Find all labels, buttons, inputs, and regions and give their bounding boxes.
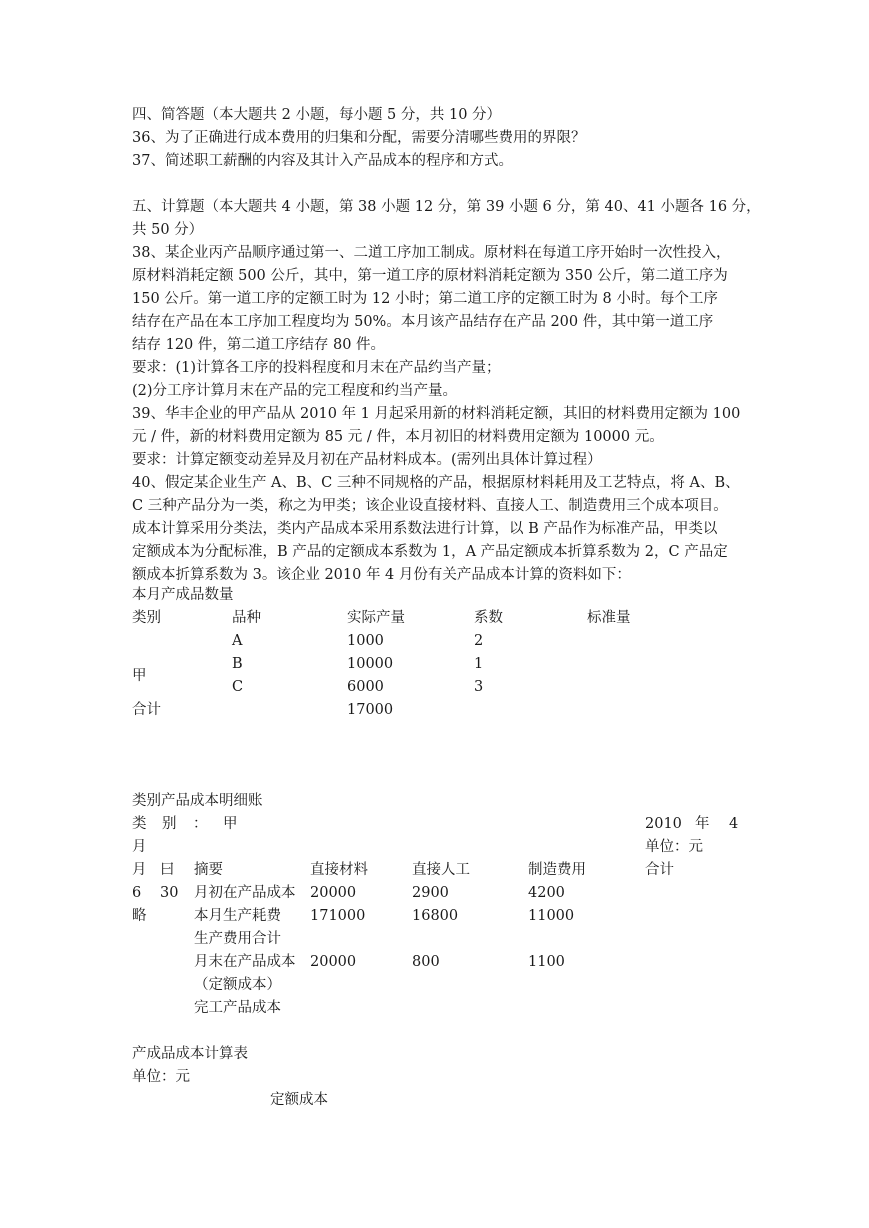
cost-calc-table-title: 产成品成本计算表 <box>132 1046 248 1062</box>
output-row-a-coefficient: 2 <box>474 633 484 649</box>
question-40-line-2: C 三种产品分为一类，称之为甲类；该企业设直接材料、直接人工、制造费用三个成本项目。 <box>132 498 728 514</box>
ledger-category-colon: ： <box>193 816 208 832</box>
ledger-row-4-summary: 月末在产品成本 <box>194 954 296 970</box>
ledger-row-3-summary: 生产费用合计 <box>194 931 281 947</box>
ledger-row-2-month: 略 <box>132 908 147 924</box>
output-row-c-variety: C <box>232 679 244 695</box>
question-40-line-4: 定额成本为分配标准，B 产品的定额成本系数为 1，A 产品定额成本折算系数为 2，C 产品定 <box>132 544 728 560</box>
output-row-c-actual: 6000 <box>347 679 384 695</box>
ledger-row-2-labor: 16800 <box>412 908 459 924</box>
section-5-heading-cont: 共 50 分） <box>132 222 204 238</box>
ledger-row-2-material: 171000 <box>310 908 366 924</box>
ledger-header-day: 曰 <box>160 862 175 878</box>
output-header-variety: 品种 <box>232 610 261 626</box>
output-header-standard: 标准量 <box>587 610 631 626</box>
question-39-req: 要求：计算定额变动差异及月初在产品材料成本。(需列出具体计算过程） <box>132 452 602 468</box>
ledger-row-2-manufacturing: 11000 <box>528 908 575 924</box>
ledger-row-1-labor: 2900 <box>412 885 449 901</box>
question-36: 36、为了正确进行成本费用的归集和分配，需要分清哪些费用的界限？ <box>132 130 586 146</box>
question-38-req-2: (2)分工序计算月末在产品的完工程度和约当产量。 <box>132 383 458 399</box>
output-row-c-coefficient: 3 <box>474 679 484 695</box>
ledger-month-char: 月 <box>132 839 147 855</box>
ledger-row-2-summary: 本月生产耗费 <box>194 908 281 924</box>
ledger-row-4-manufacturing: 1100 <box>528 954 565 970</box>
ledger-unit: 单位：元 <box>645 839 703 855</box>
question-40-line-1: 40、假定某企业生产 A、B、C 三种不同规格的产品，根据原材料耗用及工艺特点，将 A、B、 <box>132 475 740 491</box>
ledger-row-5-summary: 完工产品成本 <box>194 1000 281 1016</box>
output-row-b-actual: 10000 <box>347 656 394 672</box>
output-total-label: 合计 <box>132 702 161 718</box>
question-39-line-1: 39、华丰企业的甲产品从 2010 年 1 月起采用新的材料消耗定额，其旧的材料费用定额为 100 <box>132 406 741 422</box>
output-row-a-variety: A <box>232 633 243 649</box>
ledger-year-char: 年 <box>695 816 710 832</box>
question-38-line-1: 38、某企业丙产品顺序通过第一、二道工序加工制成。原材料在每道工序开始时一次性投入， <box>132 245 731 261</box>
output-row-a-actual: 1000 <box>347 633 384 649</box>
section-4-heading: 四、简答题（本大题共 2 小题，每小题 5 分，共 10 分） <box>132 107 502 123</box>
ledger-category-value: 甲 <box>223 816 238 832</box>
output-row-b-coefficient: 1 <box>474 656 484 672</box>
ledger-header-direct-material: 直接材料 <box>310 862 368 878</box>
output-header-actual: 实际产量 <box>347 610 405 626</box>
question-40-line-3: 成本计算采用分类法，类内产品成本采用系数法进行计算，以 B 产品作为标准产品，甲类以 <box>132 521 718 537</box>
ledger-row-1-manufacturing: 4200 <box>528 885 565 901</box>
ledger-row-1-day: 30 <box>160 885 179 901</box>
ledger-category-char-2: 别 <box>162 816 177 832</box>
ledger-month-number: 4 <box>729 816 739 832</box>
question-38-line-4: 结存在产品在本工序加工程度均为 50%。本月该产品结存在产品 200 件，其中第一道工序 <box>132 314 714 330</box>
output-total-actual: 17000 <box>347 702 394 718</box>
ledger-header-manufacturing: 制造费用 <box>528 862 586 878</box>
ledger-row-4-material: 20000 <box>310 954 357 970</box>
ledger-row-4-note: （定额成本） <box>194 977 281 993</box>
output-category-jia: 甲 <box>132 668 147 684</box>
output-header-category: 类别 <box>132 610 161 626</box>
question-37: 37、简述职工薪酬的内容及其计入产品成本的程序和方式。 <box>132 153 513 169</box>
cost-calc-unit: 单位：元 <box>132 1069 190 1085</box>
ledger-title: 类别产品成本明细账 <box>132 793 263 809</box>
output-table-title: 本月产成品数量 <box>132 587 234 603</box>
question-40-line-5: 额成本折算系数为 3。该企业 2010 年 4 月份有关产品成本计算的资料如下： <box>132 567 631 583</box>
output-header-coefficient: 系数 <box>474 610 503 626</box>
question-38-req-1: 要求：(1)计算各工序的投料程度和月末在产品约当产量； <box>132 360 501 376</box>
ledger-row-1-material: 20000 <box>310 885 357 901</box>
ledger-row-1-summary: 月初在产品成本 <box>194 885 296 901</box>
cost-calc-header-standard-cost: 定额成本 <box>270 1092 328 1108</box>
ledger-category-char-1: 类 <box>132 816 147 832</box>
question-39-line-2: 元 / 件，新的材料费用定额为 85 元 / 件，本月初旧的材料费用定额为 10000 元。 <box>132 429 664 445</box>
output-row-b-variety: B <box>232 656 243 672</box>
question-38-line-2: 原材料消耗定额 500 公斤，其中，第一道工序的原材料消耗定额为 350 公斤，第二道工序为 <box>132 268 728 284</box>
ledger-row-1-month: 6 <box>132 885 142 901</box>
ledger-header-direct-labor: 直接人工 <box>412 862 470 878</box>
ledger-header-summary: 摘要 <box>194 862 223 878</box>
ledger-row-4-labor: 800 <box>412 954 440 970</box>
question-38-line-5: 结存 120 件，第二道工序结存 80 件。 <box>132 337 386 353</box>
question-38-line-3: 150 公斤。第一道工序的定额工时为 12 小时；第二道工序的定额工时为 8 小时。每个工序 <box>132 291 718 307</box>
ledger-year: 2010 <box>645 816 682 832</box>
ledger-header-total: 合计 <box>645 862 674 878</box>
section-5-heading: 五、计算题（本大题共 4 小题，第 38 小题 12 分，第 39 小题 6 分，第 40、41 小题各 16 分， <box>132 199 761 215</box>
ledger-header-month: 月 <box>132 862 147 878</box>
